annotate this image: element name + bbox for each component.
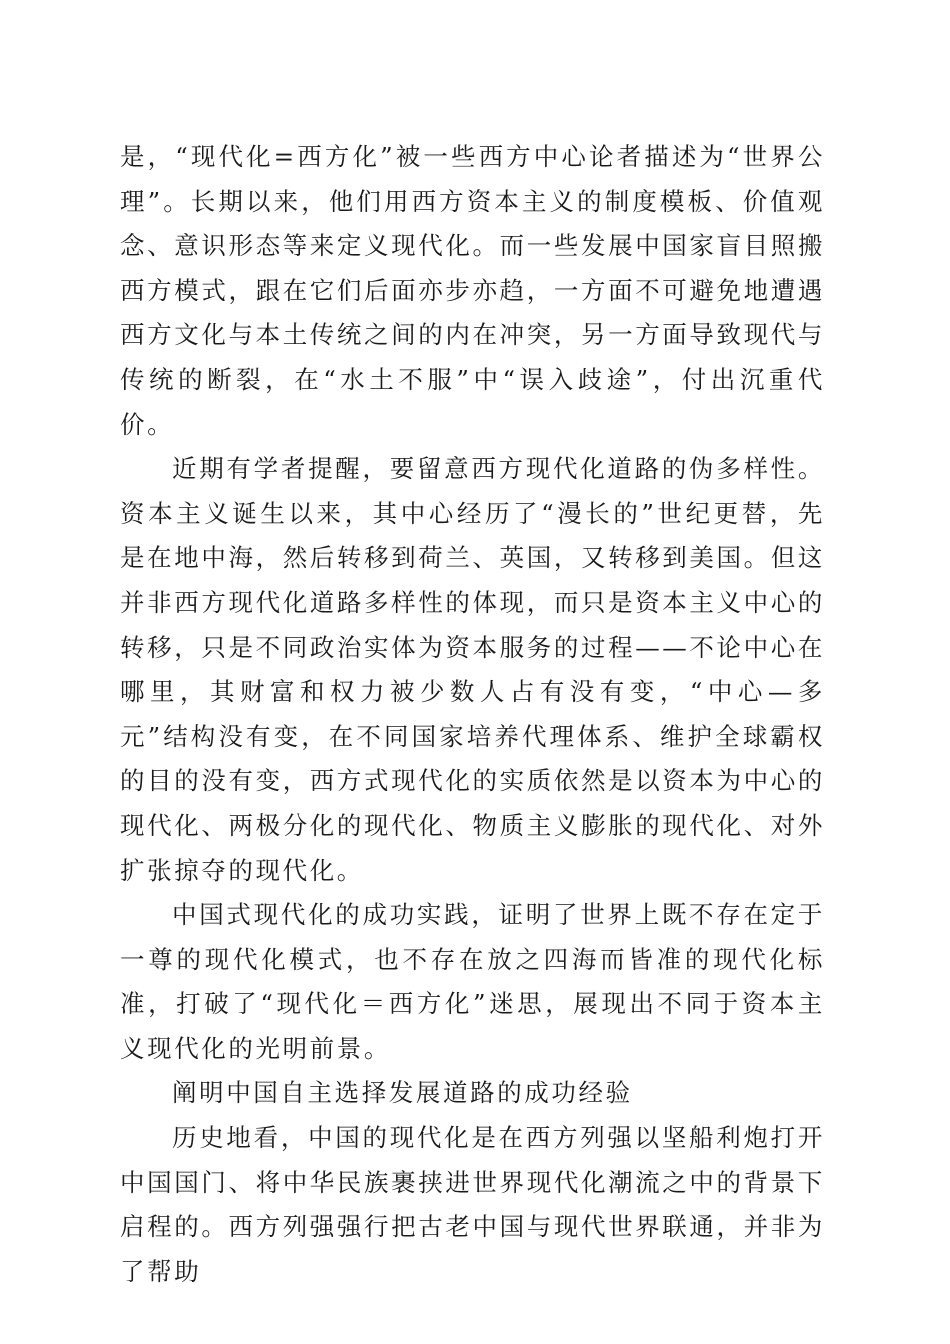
paragraph-2: 近期有学者提醒，要留意西方现代化道路的伪多样性。资本主义诞生以来，其中心经历了“漫长的”世纪更替，先是在地中海，然后转移到荷兰、英国，又转移到美国。但这并非西方现代化道路多样性的体现，而只是资本主义中心的转移，只是不同政治实体为资本服务的过程——不论中心在哪里，其财富和权力被少数人占有没有变，“中心—多元”结构没有变，在不同国家培养代理体系、维护全球霸权的目的没有变，西方式现代化的实质依然是以资本为中心的现代化、两极分化的现代化、物质主义膨胀的现代化、对外扩张掠夺的现代化。 <box>120 454 825 885</box>
document-page <box>120 135 825 1294</box>
paragraph-3: 中国式现代化的成功实践，证明了世界上既不存在定于一尊的现代化模式，也不存在放之四海而皆准的现代化标准，打破了“现代化＝西方化”迷思，展现出不同于资本主义现代化的光明前景。 <box>120 900 825 1063</box>
section-heading: 阐明中国自主选择发展道路的成功经验 <box>172 1078 633 1108</box>
paragraph-1: 是，“现代化=西方化”被一些西方中心论者描述为“世界公理”。长期以来，他们用西方资本主义的制度模板、价值观念、意识形态等来定义现代化。而一些发展中国家盲目照搬西方模式，跟在它们后面亦步亦趋，一方面不可避免地遭遇西方文化与本土传统之间的内在冲突，另一方面导致现代与传统的断裂，在“水土不服”中“误入歧途”，付出沉重代价。 <box>120 142 825 439</box>
paragraph-4: 历史地看，中国的现代化是在西方列强以坚船利炮打开中国国门、将中华民族裹挟进世界现代化潮流之中的背景下启程的。西方列强强行把古老中国与现代世界联通，并非为了帮助 <box>120 1123 825 1286</box>
